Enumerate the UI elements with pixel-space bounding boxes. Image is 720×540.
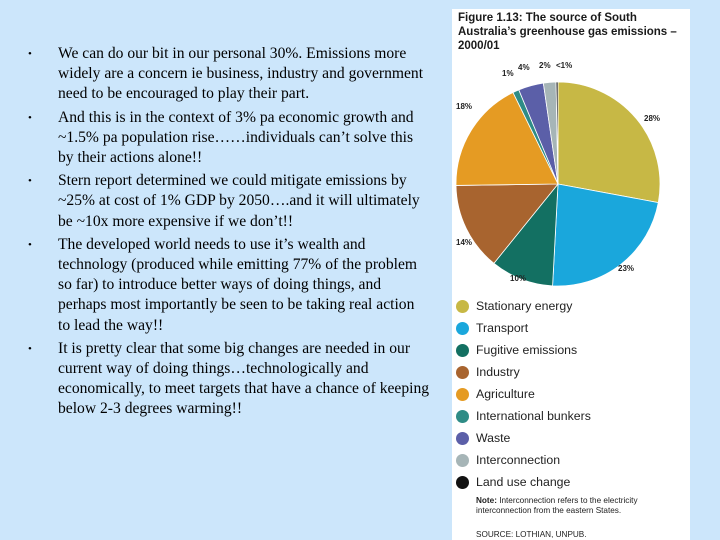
legend-label: Waste — [476, 431, 511, 445]
legend-swatch — [456, 476, 469, 489]
bullet-text: The developed world needs to use it’s wealth and technology (produced while emitting 77% of the problem so far) to introduce better ways of doing things, and perhaps most importantly be seen to be taking real action to lead the way!! — [58, 235, 417, 334]
legend-item — [456, 427, 591, 449]
chart-legend — [456, 295, 591, 493]
pie-chart — [452, 9, 690, 294]
pie-slice-label: 2% — [539, 61, 551, 70]
legend-item — [456, 317, 591, 339]
pie-slice-stationary-energy — [558, 82, 660, 203]
bullet-item — [22, 44, 430, 105]
figure-note — [476, 496, 681, 515]
legend-label: Stationary energy — [476, 299, 573, 313]
pie-slice-label: 10% — [510, 274, 527, 283]
legend-swatch — [456, 300, 469, 313]
bullet-marker: • — [28, 238, 32, 251]
bullet-text: Stern report determined we could mitigate emissions by ~25% at cost of 1% GDP by 2050….and it will ultimately be ~10x more expensive if we don’t!! — [58, 172, 420, 230]
bullet-marker: • — [28, 48, 32, 60]
legend-label: Transport — [476, 321, 529, 335]
bullet-marker: • — [28, 342, 32, 355]
legend-label: Land use change — [476, 475, 571, 489]
pie-slice-transport — [553, 184, 659, 286]
bullet-item — [22, 108, 430, 169]
bullet-item — [22, 339, 430, 420]
pie-slice-label: 1% — [502, 69, 514, 78]
legend-item — [456, 471, 591, 493]
legend-item — [456, 361, 591, 383]
bullet-text: And this is in the context of 3% pa economic growth and ~1.5% pa population rise……individuals can’t solve this by their actions alone!! — [58, 108, 414, 167]
legend-item — [456, 295, 591, 317]
legend-swatch — [456, 410, 469, 423]
legend-swatch — [456, 344, 469, 357]
bullet-text: It is pretty clear that some big changes are needed in our current way of doing things…technologically and economically, to meet targets that have a chance of keeping below 2-3 degrees warming!! — [58, 339, 430, 418]
legend-swatch — [456, 366, 469, 379]
legend-label: Agriculture — [476, 387, 535, 401]
bullet-item — [22, 171, 430, 232]
legend-swatch — [456, 322, 469, 335]
bullet-item — [22, 235, 430, 336]
legend-label: Industry — [476, 365, 520, 379]
legend-label: Interconnection — [476, 453, 561, 467]
legend-item — [456, 405, 591, 427]
legend-item — [456, 383, 591, 405]
legend-label: International bunkers — [476, 409, 591, 423]
legend-item — [456, 339, 591, 361]
note-text: Interconnection refers to the electricity interconnection from the eastern States. — [476, 496, 638, 515]
bullet-marker: • — [28, 111, 32, 124]
bullet-text: We can do our bit in our personal 30%. Emissions more widely are a concern ie business, industry and government need to be encouraged to play their part. — [58, 45, 424, 103]
bullet-list — [22, 44, 430, 423]
pie-slice-label: 28% — [644, 114, 661, 123]
pie-slice-label: 18% — [456, 102, 473, 111]
legend-swatch — [456, 454, 469, 467]
bullet-marker: • — [28, 175, 32, 188]
pie-slice-label: <1% — [556, 61, 573, 70]
figure-panel — [452, 9, 690, 540]
legend-swatch — [456, 388, 469, 401]
pie-slice-label: 4% — [518, 63, 530, 72]
pie-slice-label: 14% — [456, 238, 473, 247]
legend-item — [456, 449, 591, 471]
legend-swatch — [456, 432, 469, 445]
figure-title: Figure 1.13: The source of South Australia’s greenhouse gas emissions – 2000/01 — [458, 12, 677, 52]
pie-slice-label: 23% — [618, 264, 635, 273]
figure-source: SOURCE: LOTHIAN, UNPUB. — [476, 530, 587, 539]
note-label: Note: — [476, 496, 497, 505]
legend-label: Fugitive emissions — [476, 343, 578, 357]
